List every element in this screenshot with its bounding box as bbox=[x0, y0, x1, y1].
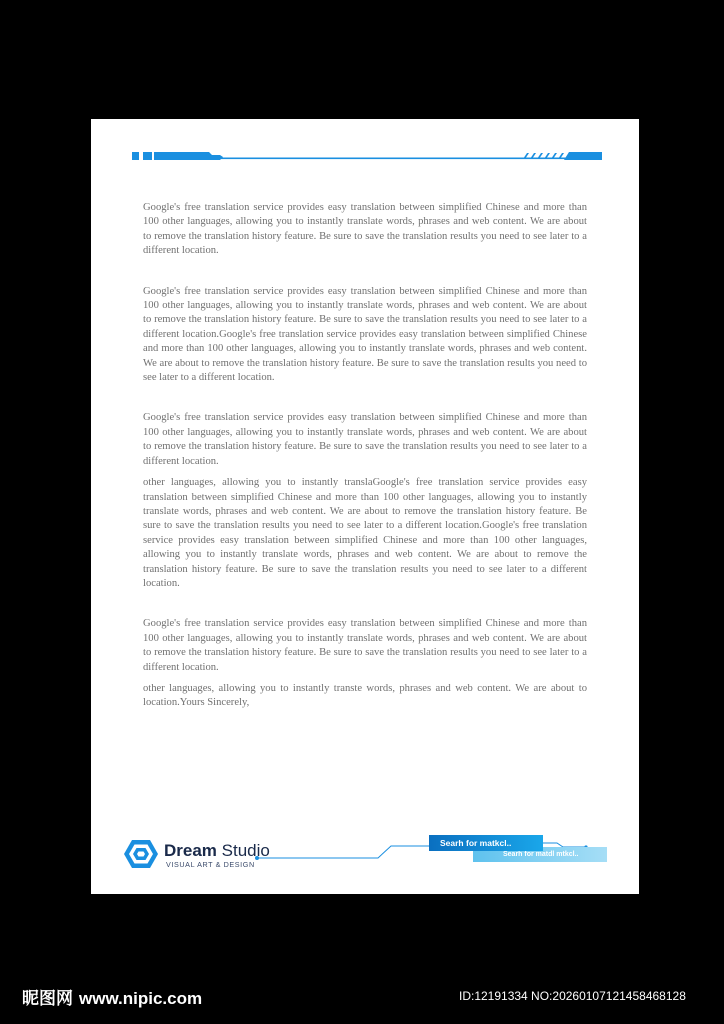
letterhead-page bbox=[91, 119, 639, 894]
search-box-secondary: Searh for matdl mtkcl.. bbox=[473, 847, 607, 862]
paragraph-1: Google's free translation service provides easy translation between simplified Chinese and more than 100 other languages, allowing you to instantly translate words, phrases and web content. We are about to remove the translation history feature. Be sure to save the translation results you need to see later to a different location. bbox=[143, 202, 587, 257]
paragraph-2: Google's free translation service provides easy translation between simplified Chinese and more than 100 other languages, allowing you to instantly translate words, phrases and web content. We are about to remove the translation history feature. Be sure to save the translation results you need to see later to a different location.Google's free translation service provides easy translation between simplified Chinese and more than 100 other languages, allowing you to instantly translate words, phrases and web content. We are about to remove the translation history feature. Be sure to save the translation results you need to see later to a different location. bbox=[143, 285, 587, 384]
header-block-left-2 bbox=[143, 152, 152, 160]
paragraph-3: Google's free translation service provides easy translation between simplified Chinese and more than 100 other languages, allowing you to instantly translate words, phrases and web content. We are about to remove the translation history feature. Be sure to save the translation results you need to see later to a different location. bbox=[143, 412, 587, 467]
watermark-site-name: 昵图网 bbox=[22, 989, 73, 1009]
letter-body bbox=[143, 201, 587, 718]
header-tab bbox=[154, 152, 223, 160]
brand-name-bold: Dream bbox=[164, 841, 217, 860]
brand-name bbox=[164, 842, 270, 860]
header-block-left-1 bbox=[132, 152, 139, 160]
paragraph-6: other languages, allowing you to instantly transte words, phrases and web content. We are about to location.Yours Sincerely, bbox=[143, 682, 587, 709]
watermark-image-id: ID:12191334 NO:20260107121458468128 bbox=[459, 989, 686, 1003]
header-block-right bbox=[564, 152, 602, 160]
header-decoration bbox=[91, 149, 639, 163]
paragraph-4: other languages, allowing you to instantly translaGoogle's free translation service provides easy translation between simplified Chinese and more than 100 other languages, allowing you to instantly translate words, phrases and web content. We are about to remove the translation history feature. Be sure to save the translation results you need to see later to a different location.Google's free translation service provides easy translation between simplified Chinese and more than 100 other languages, allowing you to instantly translate words, phrases and web content. We are about to remove the translation history feature. Be sure to save the translation results you need to see later to a different location. bbox=[143, 477, 587, 589]
watermark-site bbox=[22, 984, 202, 1009]
search-box-primary: Searh for matkcl.. bbox=[429, 835, 543, 851]
watermark-site-url: www.nipic.com bbox=[79, 989, 203, 1008]
letterhead-footer bbox=[91, 824, 639, 884]
brand-tagline: VISUAL ART & DESIGN bbox=[166, 860, 255, 869]
brand-name-light: Studio bbox=[216, 841, 270, 860]
hexagon-logo-icon bbox=[124, 839, 158, 869]
paragraph-5: Google's free translation service provides easy translation between simplified Chinese and more than 100 other languages, allowing you to instantly translate words, phrases and web content. We are about to remove the translation history feature. Be sure to save the translation results you need to see later to a different location. bbox=[143, 618, 587, 673]
